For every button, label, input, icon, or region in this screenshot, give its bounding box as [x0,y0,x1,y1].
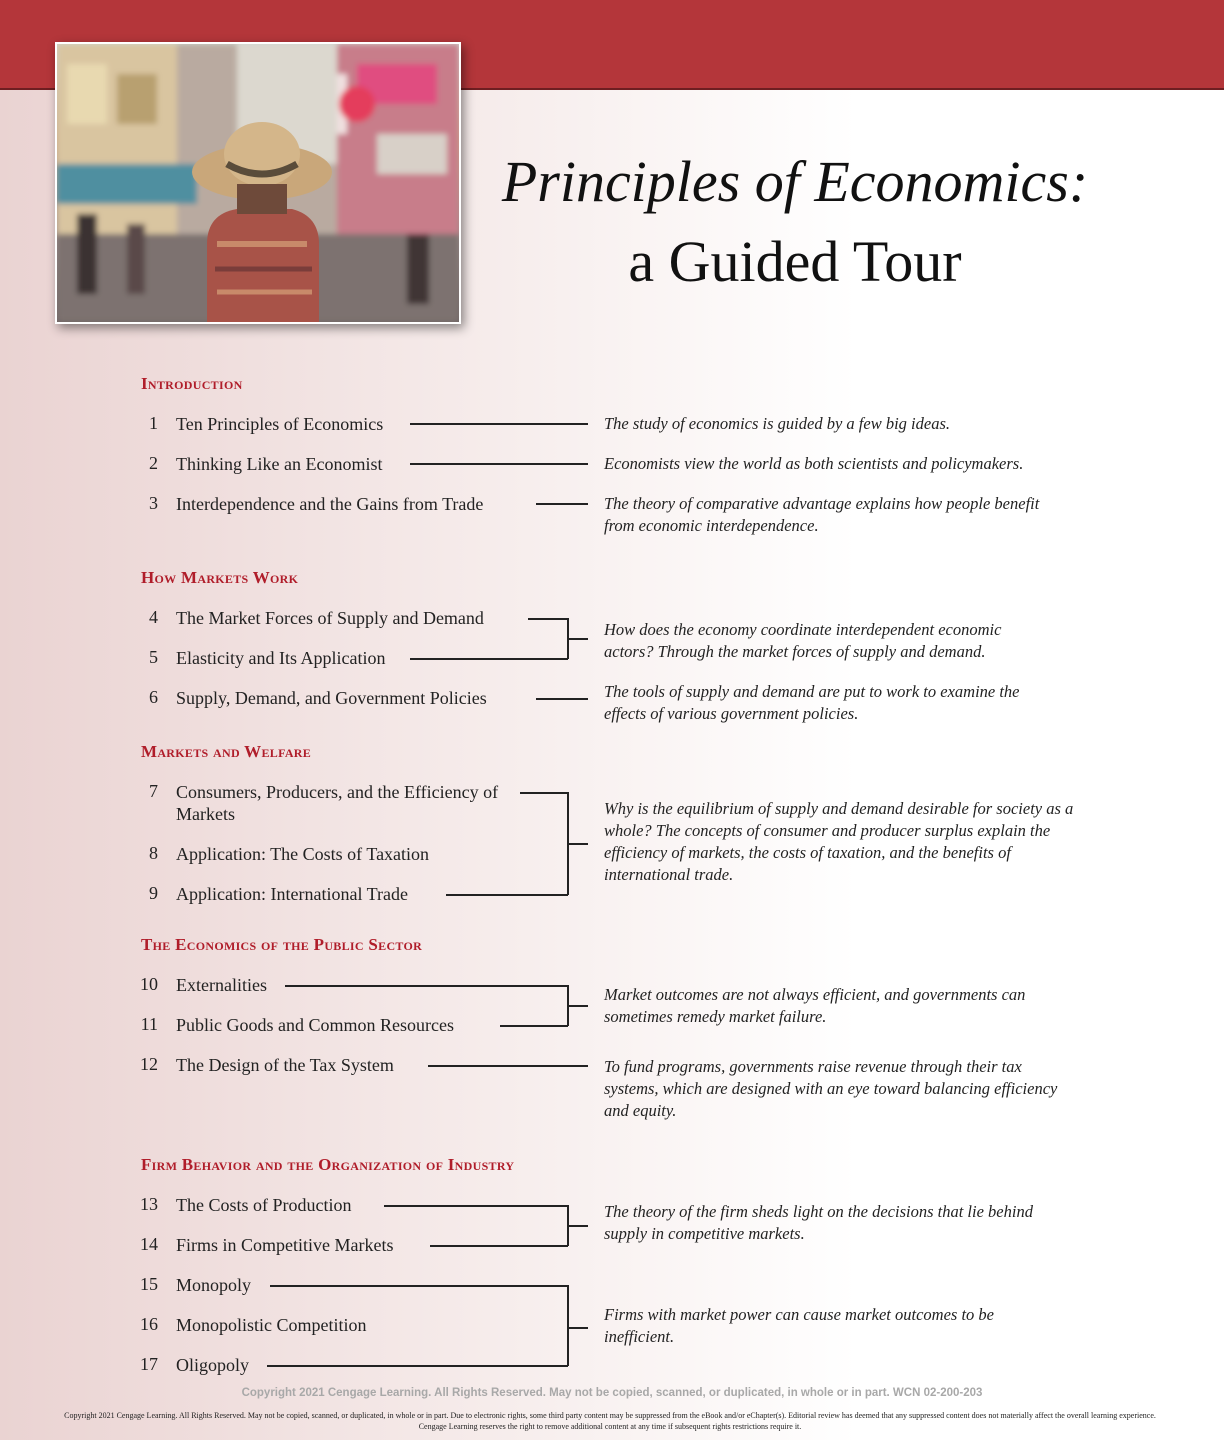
connector-line [410,463,588,465]
chapter-number: 14 [140,1234,158,1254]
connector-line [410,423,588,425]
page-title-line2: a Guided Tour [628,229,962,294]
chapter-title: Thinking Like an Economist [176,454,383,474]
chapter-description: The theory of the firm sheds light on the decisions that lie behind supply in competitive markets. [604,1202,1033,1243]
section-heading-public-sector: The Economics of the Public Sector [141,935,423,954]
chapter-number: 13 [140,1194,158,1214]
chapter-number: 5 [149,647,158,667]
chapter-description: Economists view the world as both scientists and policymakers. [604,454,1024,473]
connector-line [410,658,568,660]
connector-line [567,1327,588,1329]
connector-line [567,1005,588,1007]
chapter-title: Application: The Costs of Taxation [176,844,430,864]
chapter-title: Monopoly [176,1275,252,1295]
connector-line [500,1025,568,1027]
chapter-number: 6 [149,687,158,707]
street-scene-image [57,44,459,322]
connector-line [536,698,588,700]
chapter-title: Externalities [176,975,267,995]
chapter-title: Consumers, Producers, and the Efficiency of Markets [176,782,499,824]
section-heading-introduction: Introduction [141,374,243,393]
chapter-title: The Market Forces of Supply and Demand [176,608,484,628]
chapter-title: The Design of the Tax System [176,1055,394,1075]
chapter-description: The study of economics is guided by a few big ideas. [604,414,950,433]
chapter-description: The theory of comparative advantage explains how people benefit from economic interdependence. [604,494,1040,535]
chapter-number: 8 [149,843,158,863]
chapter-description: Firms with market power can cause market outcomes to be inefficient. [604,1305,994,1346]
chapter-title: Elasticity and Its Application [176,648,386,668]
chapter-title: Ten Principles of Economics [176,414,384,434]
chapter-title: Oligopoly [176,1355,250,1375]
chapter-title: Supply, Demand, and Government Policies [176,688,487,708]
chapter-description: Why is the equilibrium of supply and demand desirable for society as a whole? The concepts of consumer and producer surplus explain the efficiency of markets, the costs of taxation, and the benefits of international trade. [604,799,1074,884]
connector-line [384,1205,568,1207]
cover-photo [55,42,461,324]
chapter-description: How does the economy coordinate interdependent economic actors? Through the market forces of supply and demand. [604,620,1002,661]
chapter-title: The Costs of Production [176,1195,352,1215]
chapter-number: 9 [149,883,158,903]
bracket-line [567,1285,569,1366]
connector-line [430,1245,568,1247]
connector-line [567,1225,588,1227]
connector-line [567,638,588,640]
chapter-number: 1 [149,413,158,433]
chapter-number: 3 [149,493,158,513]
copyright-notice: Copyright 2021 Cengage Learning. All Rights Reserved. May not be copied, scanned, or duplicated, in whole or in part. Due to electronic rights, some third party content may be suppressed from the eBook and/or eChapter(s). Editorial review has deemed that any suppressed content does not materially affect the overall learning experience. Cengage Learning reserves the right to remove additional content at any time if subsequent rights restrictions require it. [64,1411,1156,1431]
connector-line [446,894,568,896]
connector-line [528,618,568,620]
connector-line [285,985,568,987]
chapter-number: 12 [140,1054,158,1074]
chapter-number: 11 [140,1014,158,1034]
chapter-number: 17 [140,1354,158,1374]
chapter-number: 7 [149,781,158,801]
section-heading-firm-behavior: Firm Behavior and the Organization of Industry [141,1155,515,1174]
chapter-title: Application: International Trade [176,884,408,904]
section-heading-how-markets-work: How Markets Work [141,568,299,587]
connector-line [270,1285,568,1287]
copyright-watermark: Copyright 2021 Cengage Learning. All Rights Reserved. May not be copied, scanned, or duplicated, in whole or in part. WCN 02-200-203 [241,1387,983,1399]
section-heading-markets-and-welfare: Markets and Welfare [141,742,312,761]
page-title-line1: Principles of Economics: [501,149,1089,214]
chapter-description: Market outcomes are not always efficient, and governments can sometimes remedy market failure. [604,985,1026,1026]
chapter-title: Public Goods and Common Resources [176,1015,454,1035]
chapter-number: 15 [140,1274,158,1294]
connector-line [520,792,568,794]
chapter-number: 16 [140,1314,158,1334]
chapter-title: Interdependence and the Gains from Trade [176,494,484,514]
chapter-title: Firms in Competitive Markets [176,1235,394,1255]
chapter-description: To fund programs, governments raise revenue through their tax systems, which are designed with an eye toward balancing efficiency and equity. [604,1057,1058,1120]
chapter-number: 10 [140,974,158,994]
connector-line [567,843,588,845]
chapter-number: 2 [149,453,158,473]
chapter-description: The tools of supply and demand are put to work to examine the effects of various government policies. [604,682,1020,723]
connector-line [536,503,588,505]
chapter-number: 4 [149,607,158,627]
connector-line [428,1065,588,1067]
connector-line [267,1365,568,1367]
chapter-title: Monopolistic Competition [176,1315,367,1335]
